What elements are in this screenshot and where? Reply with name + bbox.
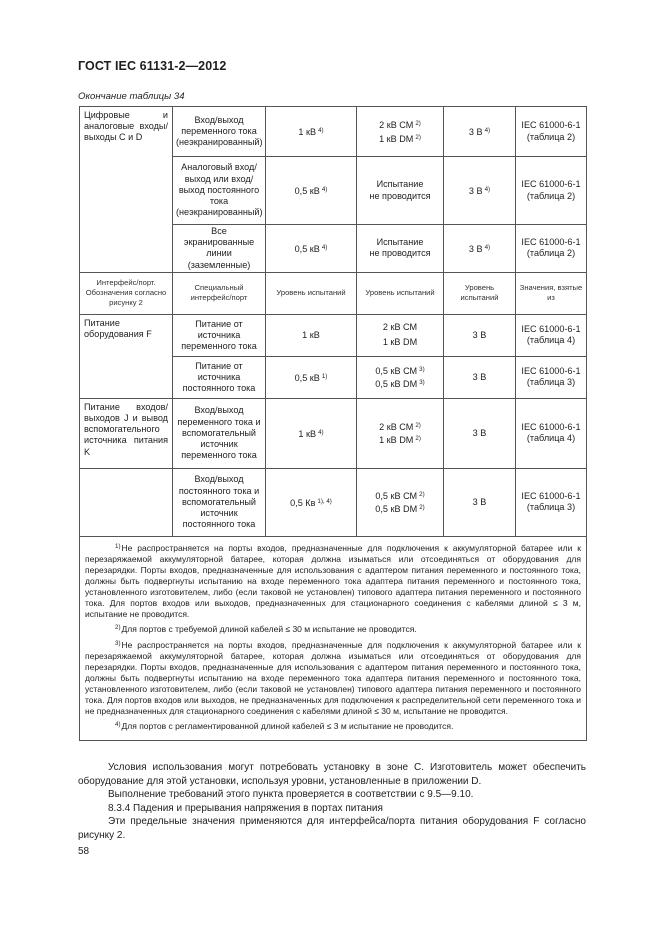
level-cell: 1 кВ — [266, 314, 357, 356]
table-footnotes — [80, 536, 587, 741]
header-cell: Уровень испытаний — [357, 272, 444, 314]
level-cell: 3 В — [444, 398, 516, 468]
section-heading: 8.3.4 Падения и прерывания напряжения в портах питания — [108, 802, 383, 814]
level-cell: 3 В $^{4)}$ — [444, 107, 516, 157]
footnote: $^{4)}$Для портов с регламентированной длиной кабелей ≤ 3 м испытание не проводится. — [115, 721, 454, 732]
footnote: $^{3)}$Не распространяется на порты входов, предназначенные для подключения к аккумуляторной батарее или к перезаряжаемой аккумуляторной батарее, которая должна изыматься или отсоединяться от оборудования для перезарядки. Порты входов, предназначенные для использования с адаптером питания переменного и постоянного тока, должны быть подвергнуты испытанию на входе переменного тока адаптера питания переменного и постоянного тока, установленного изготовителем, либо (если таковой не установлен) типового адаптера питания переменного и постоянного тока. Для портов входов или выходов, не предназначенных для подключения к распределительной сети переменного тока и не предназначенных для стационарного соединения с кабелями длиной ≤ 30 м, испытание не проводится. — [85, 639, 581, 717]
level-cell: 0,5 кВ СМ $^{3)}$ 0,5 кВ DM $^{3)}$ — [357, 356, 444, 398]
body-text — [78, 761, 586, 843]
iface-cell: Аналоговый вход/выход или вход/выход постоянного тока (неэкранированный) — [173, 157, 266, 225]
iface-cell: Вход/выход переменного тока (неэкранированный) — [173, 107, 266, 157]
paragraph: Эти предельные значения применяются для интерфейса/порта питания оборудования F согласно рисунку 2. — [78, 816, 586, 841]
level-cell: 3 В $^{4)}$ — [444, 225, 516, 273]
level-cell: 0,5 кВ СМ $^{2)}$ 0,5 кВ DM $^{2)}$ — [357, 468, 444, 536]
level-cell: 3 В — [444, 314, 516, 356]
header-cell: Уровень испытаний — [266, 272, 357, 314]
table-row — [80, 468, 587, 536]
iface-cell: Вход/выход переменного тока и вспомогательный источник переменного тока — [173, 398, 266, 468]
paragraph: Условия использования могут потребовать установку в зоне С. Изготовитель может обеспечить оборудование для этой установки, используя уровни, установленные в приложении D. — [78, 762, 586, 787]
port-cell: Цифровые и аналоговые входы/выходы C и D — [80, 107, 173, 273]
page-number: 58 — [78, 846, 90, 857]
level-cell: 2 кВ СМ $^{2)}$ 1 кВ DM $^{2)}$ — [357, 398, 444, 468]
table-row — [80, 314, 587, 356]
std-cell: IEC 61000-6-1 (таблица 4) — [516, 314, 587, 356]
header-cell: Интерфейс/порт. Обозначения согласно рисунку 2 — [80, 272, 173, 314]
std-cell: IEC 61000-6-1 (таблица 2) — [516, 107, 587, 157]
level-cell: Испытание не проводится — [357, 157, 444, 225]
table-caption: Окончание таблицы 34 — [78, 91, 185, 102]
level-cell: 3 В — [444, 356, 516, 398]
footnote: $^{1)}$Не распространяется на порты входов, предназначенные для подключения к аккумуляторной батарее или к перезаряжаемой аккумуляторной батарее, которая должна изыматься или отсоединяться от оборудования для перезарядки. Порты входов, предназначенные для использования с адаптером питания переменного и постоянного тока, должны быть подвергнуты испытанию на входе переменного тока адаптера питания переменного и постоянного тока, установленного изготовителем, либо (если таковой не установлен) типового адаптера питания переменного и постоянного тока. Для портов входов или выходов, предназначенных для стационарного соединения с кабелями длиной ≤ 3 м, испытание не проводится. — [85, 542, 581, 620]
level-cell: 2 кВ СМ 1 кВ DM — [357, 314, 444, 356]
table-notes-row — [80, 536, 587, 741]
std-cell: IEC 61000-6-1 (таблица 3) — [516, 468, 587, 536]
level-cell: 2 кВ СМ $^{2)}$ 1 кВ DM $^{2)}$ — [357, 107, 444, 157]
footnote: $^{2)}$Для портов с требуемой длиной кабелей ≤ 30 м испытание не проводится. — [115, 624, 417, 635]
level-cell: 3 В $^{4)}$ — [444, 157, 516, 225]
level-cell: 0,5 кВ $^{4)}$ — [266, 225, 357, 273]
level-cell: 3 В — [444, 468, 516, 536]
iface-cell: Все экранированные линии (заземленные) — [173, 225, 266, 273]
std-cell: IEC 61000-6-1 (таблица 4) — [516, 398, 587, 468]
std-cell: IEC 61000-6-1 (таблица 2) — [516, 157, 587, 225]
iface-cell: Питание от источника постоянного тока — [173, 356, 266, 398]
level-cell: 1 кВ $^{4)}$ — [266, 398, 357, 468]
table-row — [80, 107, 587, 157]
level-cell: 1 кВ $^{4)}$ — [266, 107, 357, 157]
empty-cell — [80, 468, 173, 536]
paragraph: Выполнение требований этого пункта проверяется в соответствии с 9.5—9.10. — [108, 789, 474, 801]
level-cell: 0,5 кВ $^{1)}$ — [266, 356, 357, 398]
iface-cell: Питание от источника переменного тока — [173, 314, 266, 356]
table-header-row — [80, 272, 587, 314]
port-cell: Питание входов/выходов J и вывод вспомогательного источника питания K — [80, 398, 173, 468]
port-cell: Питание оборудования F — [80, 314, 173, 398]
level-cell: Испытание не проводится — [357, 225, 444, 273]
header-cell: Уровень испытаний — [444, 272, 516, 314]
header-cell: Специальный интерфейс/порт — [173, 272, 266, 314]
test-levels-table — [79, 106, 587, 741]
std-cell: IEC 61000-6-1 (таблица 2) — [516, 225, 587, 273]
level-cell: 0,5 Кв $^{1), 4)}$ — [266, 468, 357, 536]
page-header-title: ГОСТ IEC 61131-2—2012 — [78, 59, 227, 73]
iface-cell: Вход/выход постоянного тока и вспомогательный источник постоянного тока — [173, 468, 266, 536]
header-cell: Значения, взятые из — [516, 272, 587, 314]
level-cell: 0,5 кВ $^{4)}$ — [266, 157, 357, 225]
std-cell: IEC 61000-6-1 (таблица 3) — [516, 356, 587, 398]
table-row — [80, 398, 587, 468]
